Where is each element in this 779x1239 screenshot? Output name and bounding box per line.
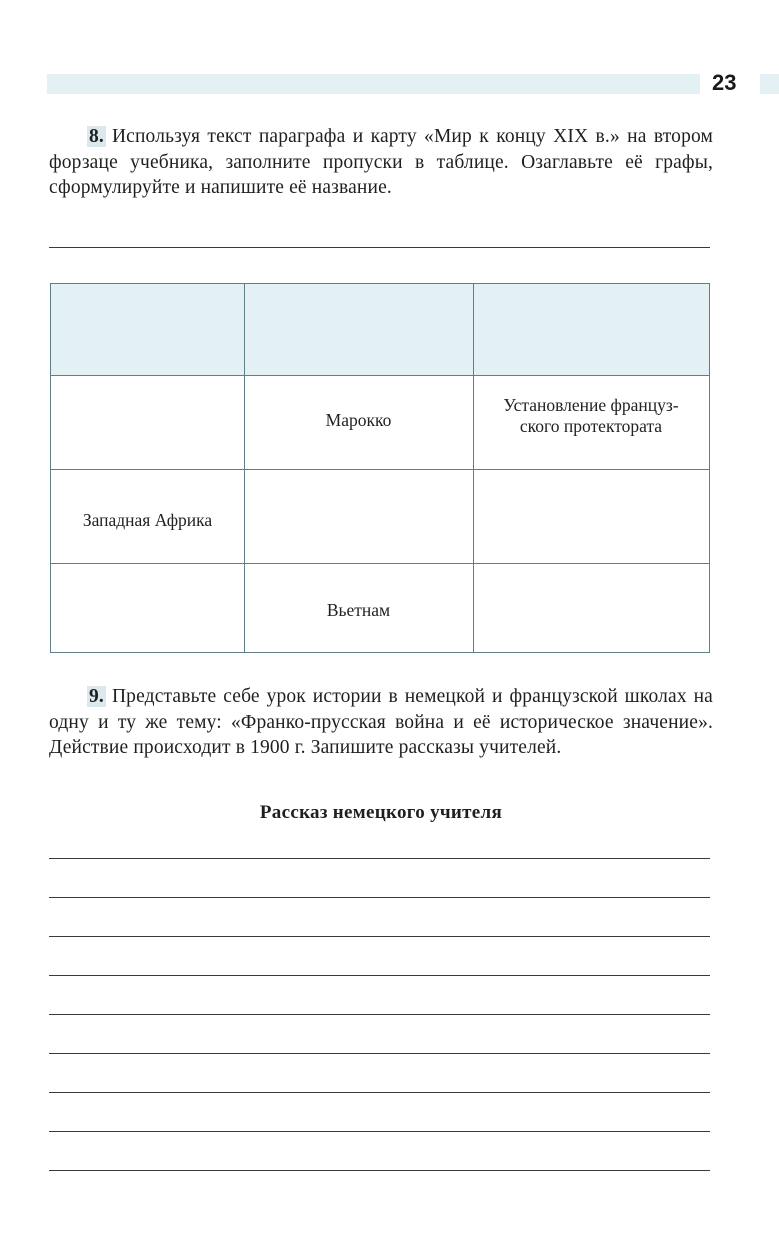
page-number: 23 — [712, 70, 737, 95]
answer-line[interactable] — [49, 1053, 710, 1054]
table-cell-r2-c2[interactable] — [244, 469, 473, 563]
table-cell-r2-c3[interactable] — [473, 469, 709, 563]
table-header-cell-2[interactable] — [244, 284, 473, 375]
answer-line[interactable] — [49, 975, 710, 976]
table-header-cell-3[interactable] — [473, 284, 709, 375]
answer-line[interactable] — [49, 1092, 710, 1093]
table-cell-r3-c3[interactable] — [473, 563, 709, 652]
table-cell-r3-c2: Вьетнам — [326, 600, 391, 620]
task-8 — [49, 124, 713, 201]
answer-line[interactable] — [49, 897, 710, 898]
table-cell-r3-c1[interactable] — [51, 563, 244, 652]
colonies-table — [50, 283, 710, 653]
table-title-answer-line[interactable] — [49, 247, 710, 248]
task-8-text: Используя текст параграфа и карту «Мир к концу XIX в.» на втором форзаце учебника, заполните пропуски в таблице. Озаглавьте её графы, сформулируйте и напишите её название. — [49, 126, 713, 199]
header-band — [47, 74, 700, 94]
answer-line[interactable] — [49, 1170, 710, 1171]
table-cell-r1-c2: Марокко — [325, 409, 392, 430]
header-band-edge — [760, 74, 779, 94]
task-9 — [49, 684, 713, 761]
task-9-number: 9. — [89, 686, 104, 707]
answer-line[interactable] — [49, 936, 710, 937]
task-9-text: Представьте себе урок истории в немецкой и французской школах на одну и ту же тему: «Франко-прусская война и её историческое значение». Действие происходит в 1900 г. Запишите рассказы учителей. — [49, 686, 713, 759]
story-title: Рассказ немецкого учителя — [259, 802, 503, 823]
answer-line[interactable] — [49, 1014, 710, 1015]
table-cell-r1-c1[interactable] — [51, 375, 244, 469]
task-8-number: 8. — [89, 126, 104, 147]
table-header-cell-1[interactable] — [51, 284, 244, 375]
answer-line[interactable] — [49, 858, 710, 859]
answer-line[interactable] — [49, 1131, 710, 1132]
table-cell-r2-c1: Западная Африка — [82, 509, 213, 530]
table-cell-r1-c3: Установление француз- ского протектората — [503, 395, 679, 436]
